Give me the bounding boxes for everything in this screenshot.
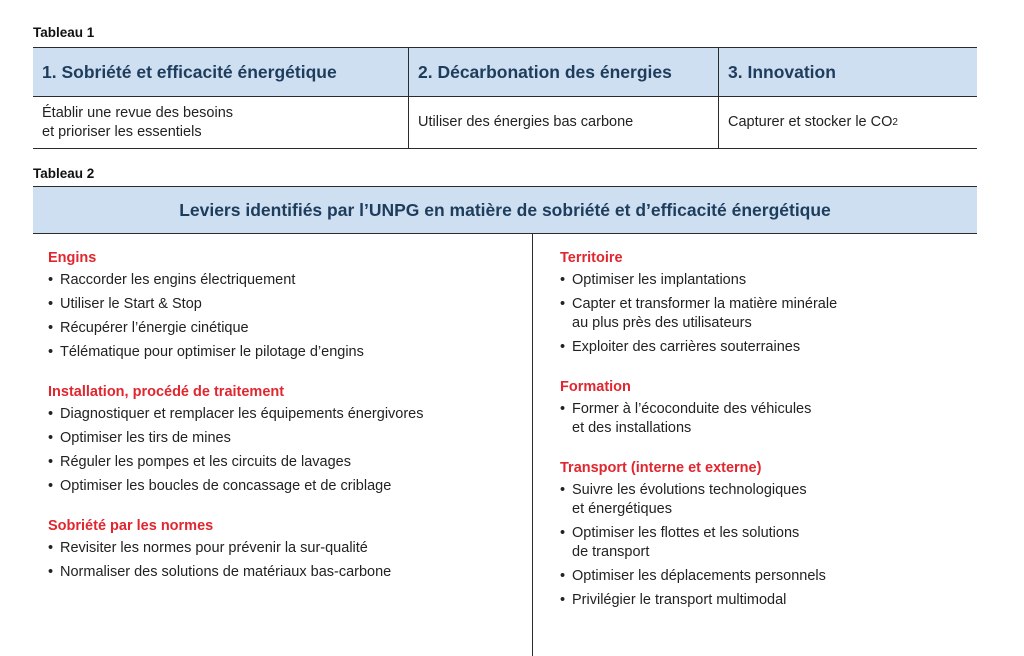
section-formation <box>560 377 970 438</box>
lever-item <box>48 429 518 448</box>
lever-item-line: • Capter et transformer la matière minérale <box>572 296 838 312</box>
lever-list <box>560 481 970 610</box>
section-engins <box>48 248 518 362</box>
lever-item-line: • Optimiser les boucles de concassage et de criblage <box>60 478 392 494</box>
lever-item <box>48 405 518 424</box>
lever-item-line: • Optimiser les tirs de mines <box>60 430 231 446</box>
lever-item-line: • Utiliser le Start & Stop <box>60 296 202 312</box>
lever-item <box>48 477 518 496</box>
section-title: Installation, procédé de traitement <box>48 384 285 400</box>
lever-item <box>560 271 970 290</box>
levers-right-column <box>560 248 970 630</box>
section-sobriete-par-les-normes <box>48 516 518 582</box>
lever-item-line: • Former à l’écoconduite des véhicules <box>572 401 812 417</box>
lever-item-line: et des installations <box>572 420 692 436</box>
cell-sobriete <box>33 97 409 148</box>
lever-item <box>48 319 518 338</box>
lever-item-line: • Télématique pour optimiser le pilotage d’engins <box>60 344 364 360</box>
section-title: Engins <box>48 250 97 266</box>
lever-item <box>560 567 970 586</box>
lever-item-line: • Optimiser les déplacements personnels <box>572 568 826 584</box>
section-title: Territoire <box>560 250 623 266</box>
lever-item <box>48 343 518 362</box>
lever-list <box>48 271 518 362</box>
lever-item-line: de transport <box>572 544 650 560</box>
lever-list <box>48 539 518 582</box>
tableau-1 <box>33 47 977 149</box>
section-title: Sobriété par les normes <box>48 518 214 534</box>
lever-item <box>560 481 970 519</box>
lever-item <box>48 563 518 582</box>
lever-item-line: et énergétiques <box>572 501 672 517</box>
tableau-2-title: Leviers identifiés par l’UNPG en matière de sobriété et d’efficacité énergétique <box>33 186 977 234</box>
lever-item-line: • Privilégier le transport multimodal <box>572 592 787 608</box>
section-title: Transport (interne et externe) <box>560 460 762 476</box>
lever-item-line: • Revisiter les normes pour prévenir la sur-qualité <box>60 540 368 556</box>
lever-item <box>560 338 970 357</box>
header-sobriete: 1. Sobriété et efficacité énergétique <box>33 48 409 96</box>
lever-item-line: • Normaliser des solutions de matériaux bas-carbone <box>60 564 392 580</box>
lever-item <box>560 591 970 610</box>
cell-sobriete-line2: et prioriser les essentiels <box>42 123 202 140</box>
lever-item <box>560 524 970 562</box>
tableau-1-body-row <box>33 97 977 149</box>
levers-left-column <box>48 248 518 602</box>
lever-item <box>48 453 518 472</box>
cell-innovation-text: Capturer et stocker le CO <box>728 114 893 130</box>
cell-innovation: Capturer et stocker le CO 2 <box>728 114 898 130</box>
section-installation-procede-de-traitement <box>48 382 518 496</box>
tableau-1-caption: Tableau 1 <box>33 25 95 40</box>
lever-item-line: • Raccorder les engins électriquement <box>60 272 296 288</box>
lever-item-line: • Optimiser les flottes et les solutions <box>572 525 800 541</box>
column-divider <box>532 234 533 656</box>
cell-sobriete-line1: Établir une revue des besoins <box>42 104 234 121</box>
section-transport-interne-et-externe <box>560 458 970 610</box>
lever-item-line: • Exploiter des carrières souterraines <box>572 339 801 355</box>
header-decarbonation: 2. Décarbonation des énergies <box>409 48 719 96</box>
lever-list <box>560 271 970 357</box>
lever-list <box>48 405 518 496</box>
tableau-1-header-row <box>33 47 977 97</box>
lever-item-line: • Optimiser les implantations <box>572 272 747 288</box>
lever-item-line: • Réguler les pompes et les circuits de lavages <box>60 454 351 470</box>
lever-list <box>560 400 970 438</box>
section-territoire <box>560 248 970 357</box>
lever-item <box>48 271 518 290</box>
tableau-2-caption: Tableau 2 <box>33 166 95 181</box>
lever-item-line: au plus près des utilisateurs <box>572 315 752 331</box>
lever-item <box>560 400 970 438</box>
section-title: Formation <box>560 379 631 395</box>
lever-item-line: • Diagnostiquer et remplacer les équipements énergivores <box>60 406 424 422</box>
header-innovation: 3. Innovation <box>728 61 836 82</box>
lever-item-line: • Suivre les évolutions technologiques <box>572 482 807 498</box>
lever-item <box>48 539 518 558</box>
cell-decarbonation: Utiliser des énergies bas carbone <box>409 97 719 148</box>
lever-item <box>560 295 970 333</box>
lever-item <box>48 295 518 314</box>
lever-item-line: • Récupérer l’énergie cinétique <box>60 320 249 336</box>
